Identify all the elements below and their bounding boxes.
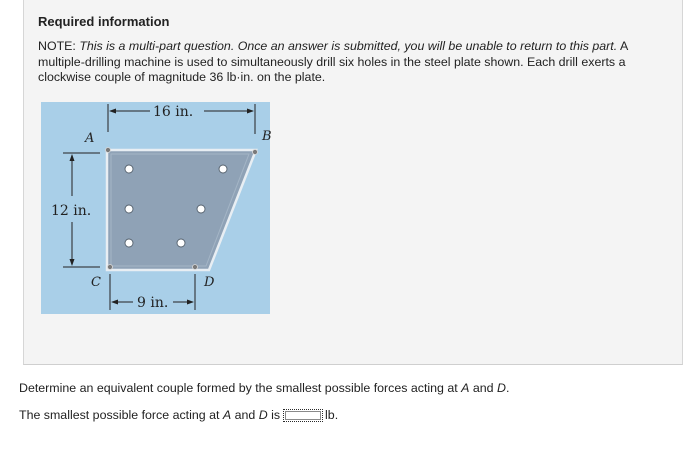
drill-hole bbox=[125, 239, 133, 247]
point-label-d: D bbox=[204, 275, 215, 290]
answer-label: The smallest possible force acting at A and D is bbox=[19, 408, 281, 422]
plate-figure bbox=[41, 102, 270, 314]
note-body: A multiple-drilling machine is used to simultaneously drill six holes in the steel plate shown. Each drill exerts a clockwise couple of magnitude 36 lb·in. on the plate. bbox=[38, 39, 628, 84]
question-prompt: Determine an equivalent couple formed by the smallest possible forces acting at A and D. bbox=[19, 381, 510, 395]
drill-hole bbox=[125, 205, 133, 213]
drill-hole bbox=[125, 165, 133, 173]
point-label-b: B bbox=[262, 129, 272, 144]
unit-label: lb. bbox=[325, 408, 339, 422]
answer-input[interactable] bbox=[283, 409, 323, 422]
drill-hole bbox=[219, 165, 227, 173]
corner-point-c bbox=[108, 265, 113, 270]
answer-row bbox=[19, 408, 338, 422]
problem-statement bbox=[38, 39, 663, 86]
corner-point-a bbox=[106, 148, 111, 153]
corner-point-d bbox=[193, 265, 198, 270]
point-label-c: C bbox=[91, 275, 101, 290]
drill-hole bbox=[177, 239, 185, 247]
dimension-label-bottom: 9 in. bbox=[137, 295, 169, 311]
dimension-label-left: 12 in. bbox=[51, 203, 92, 219]
section-title: Required information bbox=[38, 14, 170, 29]
drill-hole bbox=[197, 205, 205, 213]
point-label-a: A bbox=[85, 131, 95, 146]
corner-point-b bbox=[253, 150, 258, 155]
note-prefix: NOTE: bbox=[38, 39, 80, 53]
note-warning: This is a multi-part question. Once an answer is submitted, you will be unable to return to this part. bbox=[79, 39, 618, 53]
dimension-label-top: 16 in. bbox=[153, 104, 194, 120]
